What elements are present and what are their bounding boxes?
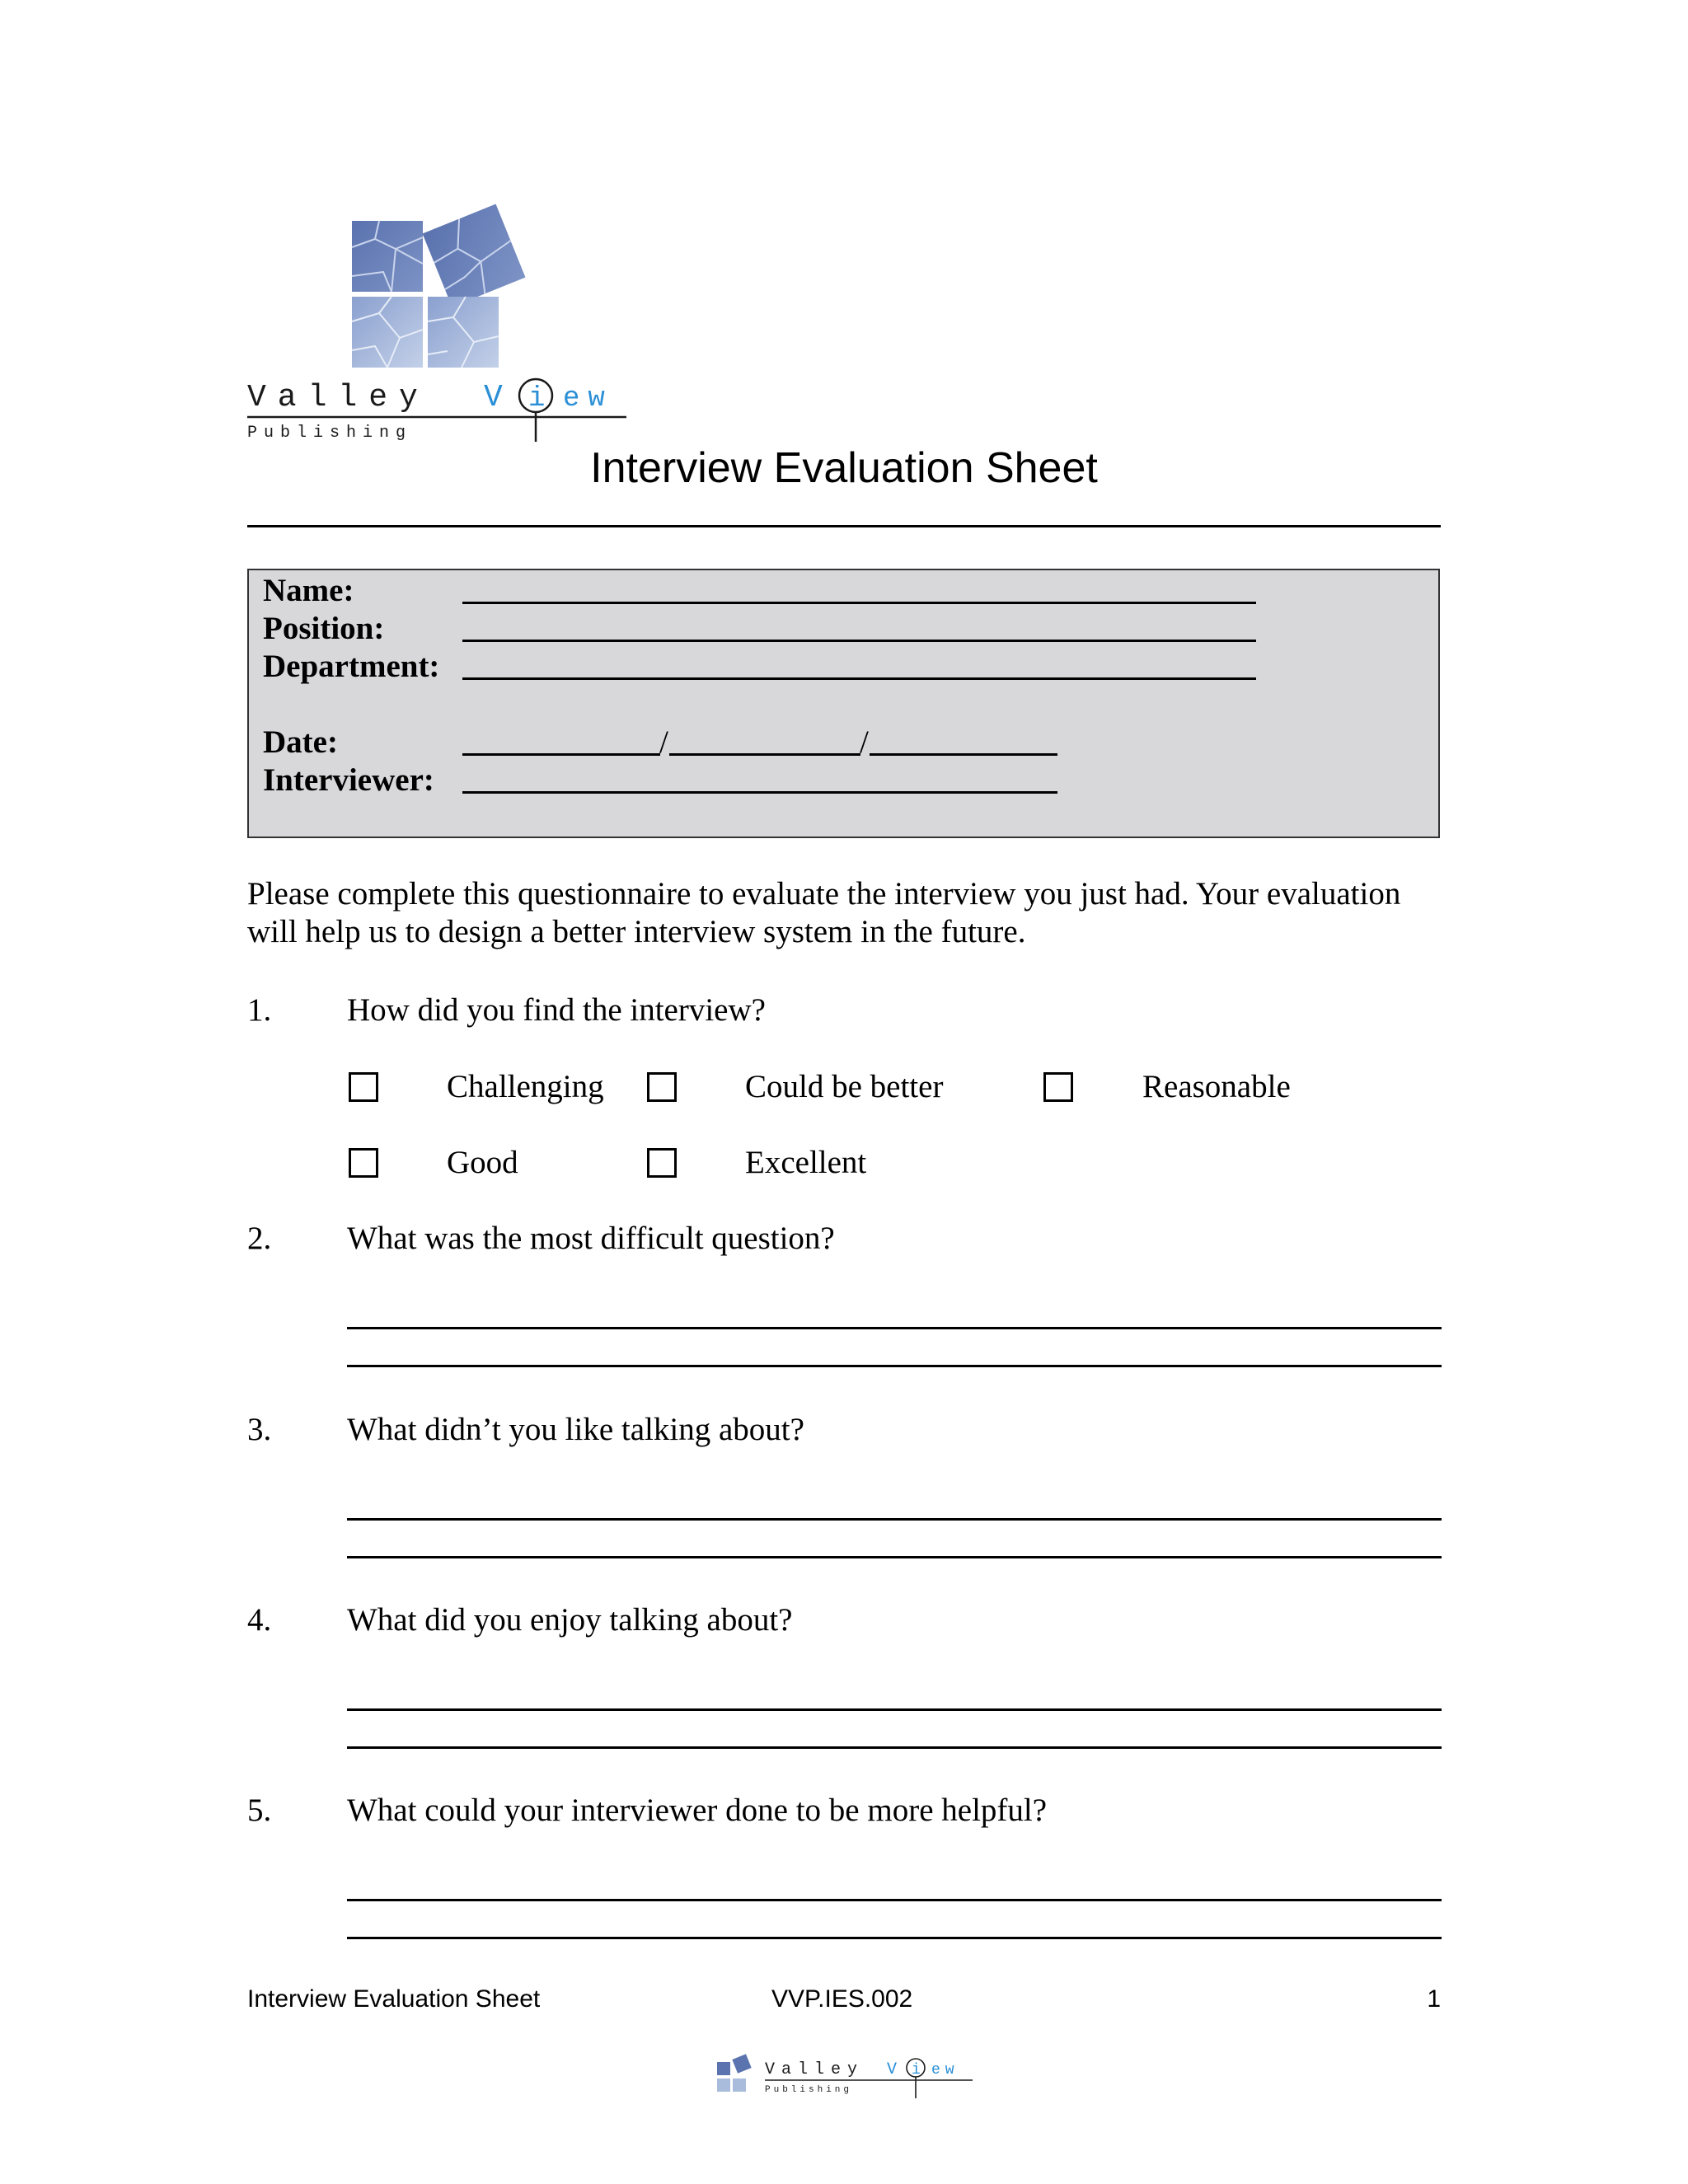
- checkbox-good[interactable]: [349, 1148, 378, 1178]
- question-text: What didn’t you like talking about?: [347, 1412, 804, 1447]
- title-divider: [247, 525, 1441, 527]
- footer-title: Interview Evaluation Sheet: [247, 1985, 541, 2013]
- footer-logo: [715, 2050, 973, 2100]
- footer-doc-code: VVP.IES.002: [771, 1985, 913, 2013]
- answer-line[interactable]: [347, 1327, 1442, 1329]
- department-label: Department:: [263, 649, 440, 684]
- svg-text:ew: ew: [931, 2062, 959, 2079]
- question-number: 4.: [247, 1602, 272, 1638]
- date-separator: /: [659, 724, 668, 760]
- intro-paragraph: Please complete this questionnaire to evaluate the interview you just had. Your evaluation will help us to design a better interview system in the future.: [247, 876, 1401, 949]
- valley-view-logo: [350, 198, 532, 375]
- name-label: Name:: [263, 573, 354, 608]
- svg-text:i: i: [528, 383, 546, 415]
- date-year-field[interactable]: [870, 753, 1057, 756]
- question-text: What could your interviewer done to be more helpful?: [347, 1793, 1048, 1828]
- question-text: What was the most difficult question?: [347, 1221, 835, 1256]
- answer-line[interactable]: [347, 1746, 1442, 1749]
- answer-line[interactable]: [347, 1937, 1442, 1939]
- option-label: Challenging: [447, 1069, 604, 1104]
- question-number: 1.: [247, 992, 272, 1028]
- question-number: 3.: [247, 1412, 272, 1447]
- svg-text:V: V: [484, 380, 503, 415]
- svg-text:V: V: [887, 2060, 898, 2079]
- position-field[interactable]: [462, 640, 1256, 642]
- checkbox-excellent[interactable]: [647, 1148, 677, 1178]
- date-day-field[interactable]: [462, 753, 660, 756]
- checkbox-reasonable[interactable]: [1043, 1072, 1073, 1102]
- svg-text:Publishing: Publishing: [765, 2085, 853, 2095]
- interviewer-field[interactable]: [462, 791, 1057, 794]
- option-label: Excellent: [745, 1145, 867, 1180]
- date-separator: /: [860, 724, 869, 760]
- answer-line[interactable]: [347, 1365, 1442, 1367]
- option-label: Could be better: [745, 1069, 944, 1104]
- answer-line[interactable]: [347, 1556, 1442, 1558]
- valley-view-wordmark: [247, 377, 626, 443]
- checkbox-could-be-better[interactable]: [647, 1072, 677, 1102]
- question-number: 5.: [247, 1793, 272, 1828]
- option-label: Reasonable: [1142, 1069, 1291, 1104]
- answer-line[interactable]: [347, 1518, 1442, 1521]
- svg-text:ew: ew: [563, 383, 613, 415]
- question-number: 2.: [247, 1221, 272, 1256]
- page-number: 1: [1427, 1985, 1441, 2013]
- date-month-field[interactable]: [669, 753, 860, 756]
- department-field[interactable]: [462, 677, 1256, 680]
- question-text: How did you find the interview?: [347, 992, 766, 1028]
- position-label: Position:: [263, 611, 385, 646]
- page-title: Interview Evaluation Sheet: [590, 444, 1098, 492]
- date-label: Date:: [263, 724, 338, 760]
- question-text: What did you enjoy talking about?: [347, 1602, 793, 1638]
- interviewer-label: Interviewer:: [263, 762, 434, 798]
- option-label: Good: [447, 1145, 518, 1180]
- svg-text:Publishing: Publishing: [247, 424, 413, 443]
- svg-text:Valley: Valley: [765, 2060, 865, 2079]
- checkbox-challenging[interactable]: [349, 1072, 378, 1102]
- svg-text:Valley: Valley: [247, 380, 429, 415]
- name-field[interactable]: [462, 602, 1256, 604]
- answer-line[interactable]: [347, 1708, 1442, 1711]
- answer-line[interactable]: [347, 1899, 1442, 1901]
- svg-text:i: i: [912, 2062, 921, 2079]
